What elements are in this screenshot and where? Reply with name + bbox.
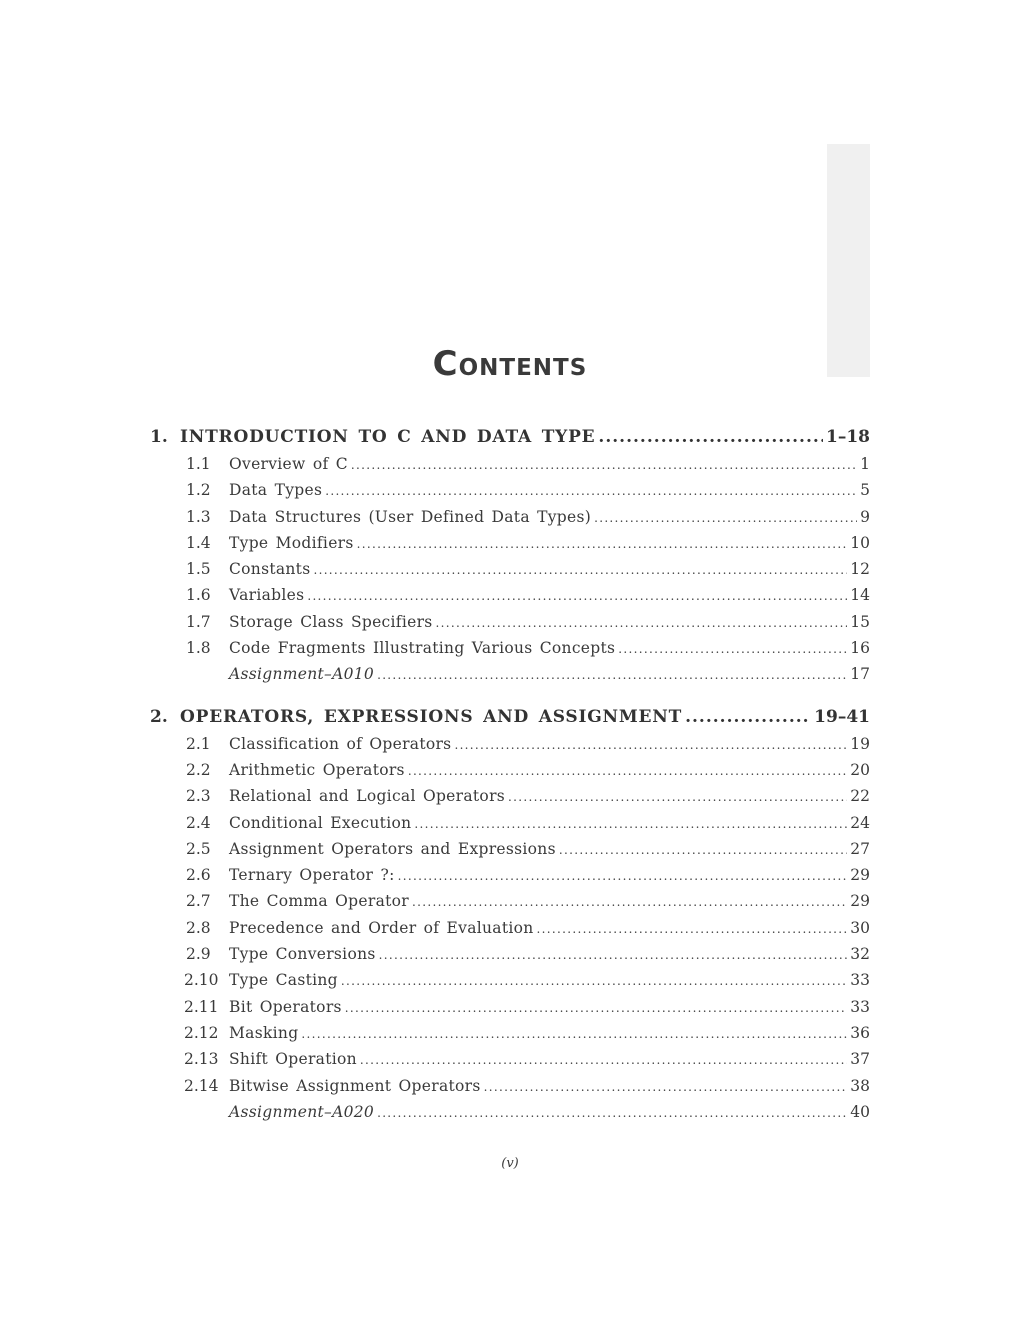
entry-number: 2.11 — [184, 997, 219, 1016]
dot-leader — [325, 484, 857, 498]
dot-leader — [454, 738, 847, 752]
entry-title: Shift Operation — [229, 1050, 357, 1069]
table-of-contents — [150, 427, 870, 1129]
toc-entry[interactable] — [150, 639, 870, 665]
entry-number: 2.13 — [184, 1050, 219, 1069]
entry-title: Constants — [229, 560, 311, 579]
entry-page: 15 — [850, 612, 870, 631]
dot-leader — [398, 869, 848, 883]
chapter-number: 2. — [150, 706, 168, 727]
entry-page: 20 — [850, 760, 870, 779]
entry-number: 1.6 — [186, 586, 211, 605]
entry-number: 1.3 — [186, 507, 211, 526]
entry-title: Assignment Operators and Expressions — [229, 839, 556, 858]
entry-title: Type Conversions — [229, 945, 376, 964]
entry-number: 2.9 — [186, 945, 211, 964]
toc-entry[interactable] — [150, 455, 870, 481]
chapter-title: INTRODUCTION TO C AND DATA TYPE — [180, 427, 596, 447]
dot-leader — [436, 616, 848, 630]
page-title-rest: ONTENTS — [458, 355, 588, 381]
entry-page: 33 — [850, 997, 870, 1016]
entry-title: Overview of C — [229, 455, 348, 473]
toc-entry[interactable] — [150, 866, 870, 892]
dot-leader — [414, 817, 847, 831]
toc-entry[interactable] — [150, 1050, 870, 1076]
toc-entry[interactable] — [150, 840, 870, 866]
entry-title: Classification of Operators — [229, 734, 452, 753]
entry-page: 32 — [850, 945, 870, 964]
entry-title: Masking — [229, 1023, 299, 1042]
entry-number: 2.2 — [186, 760, 211, 779]
dot-leader — [360, 1053, 847, 1067]
chapter-page-range: 1–18 — [826, 427, 870, 447]
entry-page: 24 — [850, 813, 870, 832]
page-title — [0, 344, 1020, 384]
dot-leader — [357, 537, 848, 551]
entry-number: 1.8 — [186, 639, 211, 658]
entry-page: 37 — [850, 1050, 870, 1069]
entry-number: 2.3 — [186, 787, 211, 806]
entry-page: 12 — [850, 560, 870, 579]
toc-entry[interactable] — [150, 586, 870, 612]
entry-page: 30 — [850, 918, 870, 937]
chapter-page-range: 19–41 — [814, 706, 870, 727]
entry-number: 2.7 — [186, 892, 211, 911]
toc-entry[interactable] — [150, 945, 870, 971]
dot-leader — [313, 563, 847, 577]
entry-title: Arithmetic Operators — [229, 760, 405, 779]
dot-leader — [351, 458, 857, 472]
dot-leader — [307, 589, 847, 603]
page-title-initial: C — [432, 344, 459, 384]
dot-leader — [341, 974, 847, 988]
entry-page: 27 — [850, 839, 870, 858]
dot-leader — [537, 922, 848, 936]
dot-leader — [377, 1106, 847, 1120]
dot-leader — [377, 668, 847, 682]
toc-entry[interactable] — [150, 814, 870, 840]
entry-title: Data Types — [229, 481, 323, 500]
entry-title: Data Structures (User Defined Data Types) — [229, 507, 592, 526]
dot-leader — [412, 895, 847, 909]
dot-leader — [379, 948, 848, 962]
entry-number: 1.4 — [186, 533, 211, 552]
entry-page: 9 — [860, 507, 870, 526]
toc-entry[interactable] — [150, 560, 870, 586]
toc-entry[interactable] — [150, 971, 870, 997]
page-number-close: ) — [513, 1156, 519, 1171]
toc-assignment-entry[interactable] — [150, 665, 870, 691]
entry-number: 1.5 — [186, 560, 211, 579]
dot-leader — [559, 843, 847, 857]
assignment-title: Assignment–A010 — [229, 665, 375, 684]
entry-page: 1 — [860, 455, 870, 473]
toc-entry[interactable] — [150, 787, 870, 813]
toc-entry[interactable] — [150, 613, 870, 639]
entry-page: 19 — [850, 734, 870, 753]
entry-title: Variables — [229, 586, 305, 605]
entry-title: Type Modifiers — [229, 533, 354, 552]
entry-number: 2.10 — [184, 971, 219, 990]
entry-number: 2.1 — [186, 734, 211, 753]
page-number-open: ( — [501, 1156, 507, 1171]
entry-title: Ternary Operator ?: — [229, 866, 395, 885]
entry-number: 2.6 — [186, 866, 211, 885]
entry-page: 22 — [850, 787, 870, 806]
toc-entry[interactable] — [150, 1077, 870, 1103]
toc-entry[interactable] — [150, 735, 870, 761]
entry-title: Conditional Execution — [229, 813, 412, 832]
entry-number: 2.12 — [184, 1023, 219, 1042]
toc-assignment-entry[interactable] — [150, 1103, 870, 1129]
entry-page: 36 — [850, 1023, 870, 1042]
dot-leader — [408, 764, 847, 778]
dot-leader — [301, 1027, 847, 1041]
dot-leader — [618, 642, 847, 656]
entry-page: 17 — [850, 665, 870, 684]
dot-leader — [594, 511, 857, 525]
entry-number: 1.2 — [186, 481, 211, 500]
entry-number: 1.7 — [186, 612, 211, 631]
toc-entry[interactable] — [150, 534, 870, 560]
assignment-title: Assignment–A020 — [229, 1102, 375, 1121]
entry-title: Bit Operators — [229, 997, 342, 1016]
toc-entry[interactable] — [150, 1024, 870, 1050]
toc-entry[interactable] — [150, 508, 870, 534]
entry-title: Bitwise Assignment Operators — [229, 1076, 481, 1095]
entry-page: 38 — [850, 1076, 870, 1095]
toc-entry[interactable] — [150, 892, 870, 918]
dot-leader — [508, 790, 847, 804]
toc-entry[interactable] — [150, 919, 870, 945]
entry-title: Type Casting — [229, 971, 338, 990]
chapter-1-heading[interactable] — [150, 427, 870, 455]
toc-entry[interactable] — [150, 761, 870, 787]
entry-title: Code Fragments Illustrating Various Concepts — [229, 639, 616, 658]
side-tab-marker — [827, 144, 870, 377]
entry-page: 16 — [850, 639, 870, 658]
toc-entry[interactable] — [150, 998, 870, 1024]
entry-title: The Comma Operator — [229, 892, 409, 911]
entry-number: 2.5 — [186, 839, 211, 858]
entry-page: 33 — [850, 971, 870, 990]
entry-page: 14 — [850, 586, 870, 605]
toc-entry[interactable] — [150, 481, 870, 507]
entry-title: Storage Class Specifiers — [229, 612, 433, 631]
entry-title: Precedence and Order of Evaluation — [229, 918, 534, 937]
entry-page: 10 — [850, 533, 870, 552]
chapter-number: 1. — [150, 427, 168, 447]
entry-number: 2.14 — [184, 1076, 219, 1095]
entry-number: 2.4 — [186, 813, 211, 832]
page-number-value: v — [506, 1156, 514, 1171]
chapter-spacer — [150, 692, 870, 707]
page-number — [0, 1156, 1020, 1171]
chapter-2-heading[interactable] — [150, 707, 870, 735]
dot-leader — [685, 707, 811, 727]
dot-leader — [598, 427, 823, 447]
entry-page: 29 — [850, 866, 870, 885]
dot-leader — [484, 1080, 848, 1094]
entry-page: 5 — [860, 481, 870, 500]
entry-number: 2.8 — [186, 918, 211, 937]
dot-leader — [345, 1001, 847, 1015]
entry-page: 40 — [850, 1102, 870, 1121]
entry-number: 1.1 — [186, 455, 211, 473]
entry-page: 29 — [850, 892, 870, 911]
entry-title: Relational and Logical Operators — [229, 787, 506, 806]
chapter-title: OPERATORS, EXPRESSIONS AND ASSIGNMENT — [180, 706, 683, 727]
